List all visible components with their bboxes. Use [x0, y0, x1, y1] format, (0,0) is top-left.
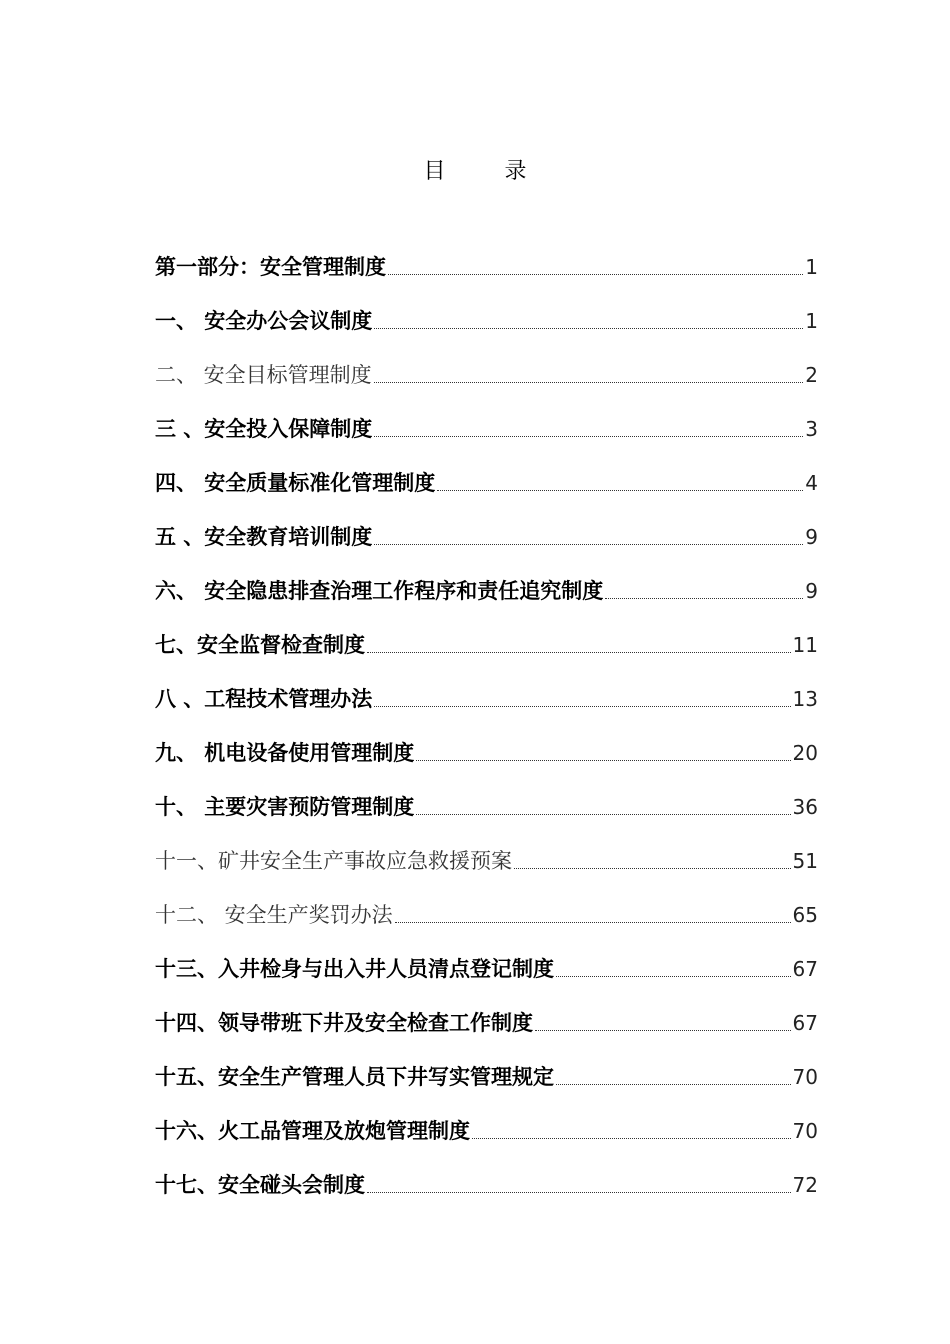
- toc-entry-page: 1: [805, 309, 818, 333]
- toc-entry-label: 三 、安全投入保障制度: [155, 417, 373, 441]
- toc-entry-label: 十六、火工品管理及放炮管理制度: [155, 1119, 470, 1143]
- toc-entry-label: 八 、工程技术管理办法: [155, 687, 373, 711]
- toc-entry[interactable]: [155, 822, 818, 876]
- toc-entry-label: 十七、安全碰头会制度: [155, 1173, 365, 1197]
- dot-leader: [374, 435, 803, 437]
- toc-entry[interactable]: [155, 1146, 818, 1200]
- dot-leader: [367, 651, 791, 653]
- toc-entry[interactable]: [155, 552, 818, 606]
- toc-entry[interactable]: [155, 768, 818, 822]
- toc-entry-page: 51: [792, 849, 818, 873]
- toc-entry[interactable]: [155, 444, 818, 498]
- dot-leader: [388, 273, 803, 275]
- toc-entry-label: 六、 安全隐患排查治理工作程序和责任追究制度: [155, 579, 604, 603]
- toc-entry[interactable]: [155, 984, 818, 1038]
- dot-leader: [535, 1029, 791, 1031]
- dot-leader: [605, 597, 803, 599]
- toc-entry-label: 四、 安全质量标准化管理制度: [155, 471, 436, 495]
- toc-entry[interactable]: [155, 1092, 818, 1146]
- toc-entry[interactable]: [155, 228, 818, 282]
- toc-entry-label: 十四、领导带班下井及安全检查工作制度: [155, 1011, 533, 1035]
- toc-entry[interactable]: [155, 1038, 818, 1092]
- toc-entry[interactable]: [155, 606, 818, 660]
- toc-entry-label: 九、 机电设备使用管理制度: [155, 741, 415, 765]
- dot-leader: [416, 813, 790, 815]
- toc-entry-page: 70: [792, 1119, 818, 1143]
- toc-entry-page: 13: [792, 687, 818, 711]
- toc-entry-label: 十一、矿井安全生产事故应急救援预案: [155, 849, 512, 873]
- toc-entry-label: 第一部分：安全管理制度: [155, 255, 386, 279]
- toc-entry[interactable]: [155, 714, 818, 768]
- toc-entry-label: 二、 安全目标管理制度: [155, 363, 372, 387]
- toc-entry-label: 十五、安全生产管理人员下井写实管理规定: [155, 1065, 554, 1089]
- toc-entry-page: 9: [805, 525, 818, 549]
- toc-entry-page: 9: [805, 579, 818, 603]
- toc-entry-page: 67: [792, 957, 818, 981]
- toc-entry-label: 一、 安全办公会议制度: [155, 309, 373, 333]
- dot-leader: [437, 489, 803, 491]
- dot-leader: [374, 543, 803, 545]
- toc-entry-label: 十、 主要灾害预防管理制度: [155, 795, 415, 819]
- toc-list: [155, 228, 818, 1200]
- dot-leader: [374, 705, 790, 707]
- toc-entry-label: 十二、 安全生产奖罚办法: [155, 903, 393, 927]
- toc-entry[interactable]: [155, 930, 818, 984]
- toc-entry-page: 67: [792, 1011, 818, 1035]
- toc-entry[interactable]: [155, 282, 818, 336]
- dot-leader: [472, 1137, 791, 1139]
- dot-leader: [374, 381, 804, 383]
- toc-entry-page: 20: [792, 741, 818, 765]
- dot-leader: [367, 1191, 791, 1193]
- toc-entry-page: 1: [805, 255, 818, 279]
- toc-title: 目 录: [423, 159, 553, 184]
- toc-entry[interactable]: [155, 876, 818, 930]
- dot-leader: [395, 921, 791, 923]
- toc-entry[interactable]: [155, 498, 818, 552]
- toc-entry[interactable]: [155, 660, 818, 714]
- toc-entry-page: 11: [792, 633, 818, 657]
- toc-entry[interactable]: [155, 390, 818, 444]
- toc-entry-page: 72: [792, 1173, 818, 1197]
- toc-entry-page: 36: [792, 795, 818, 819]
- toc-entry-page: 2: [805, 363, 818, 387]
- toc-entry-page: 65: [792, 903, 818, 927]
- toc-entry-page: 3: [805, 417, 818, 441]
- toc-entry[interactable]: [155, 336, 818, 390]
- toc-entry-page: 70: [792, 1065, 818, 1089]
- dot-leader: [374, 327, 803, 329]
- dot-leader: [556, 1083, 791, 1085]
- dot-leader: [416, 759, 790, 761]
- toc-entry-label: 十三、入井检身与出入井人员清点登记制度: [155, 957, 554, 981]
- toc-entry-label: 五 、安全教育培训制度: [155, 525, 373, 549]
- dot-leader: [514, 867, 791, 869]
- dot-leader: [556, 975, 791, 977]
- toc-entry-page: 4: [805, 471, 818, 495]
- toc-entry-label: 七、安全监督检查制度: [155, 633, 365, 657]
